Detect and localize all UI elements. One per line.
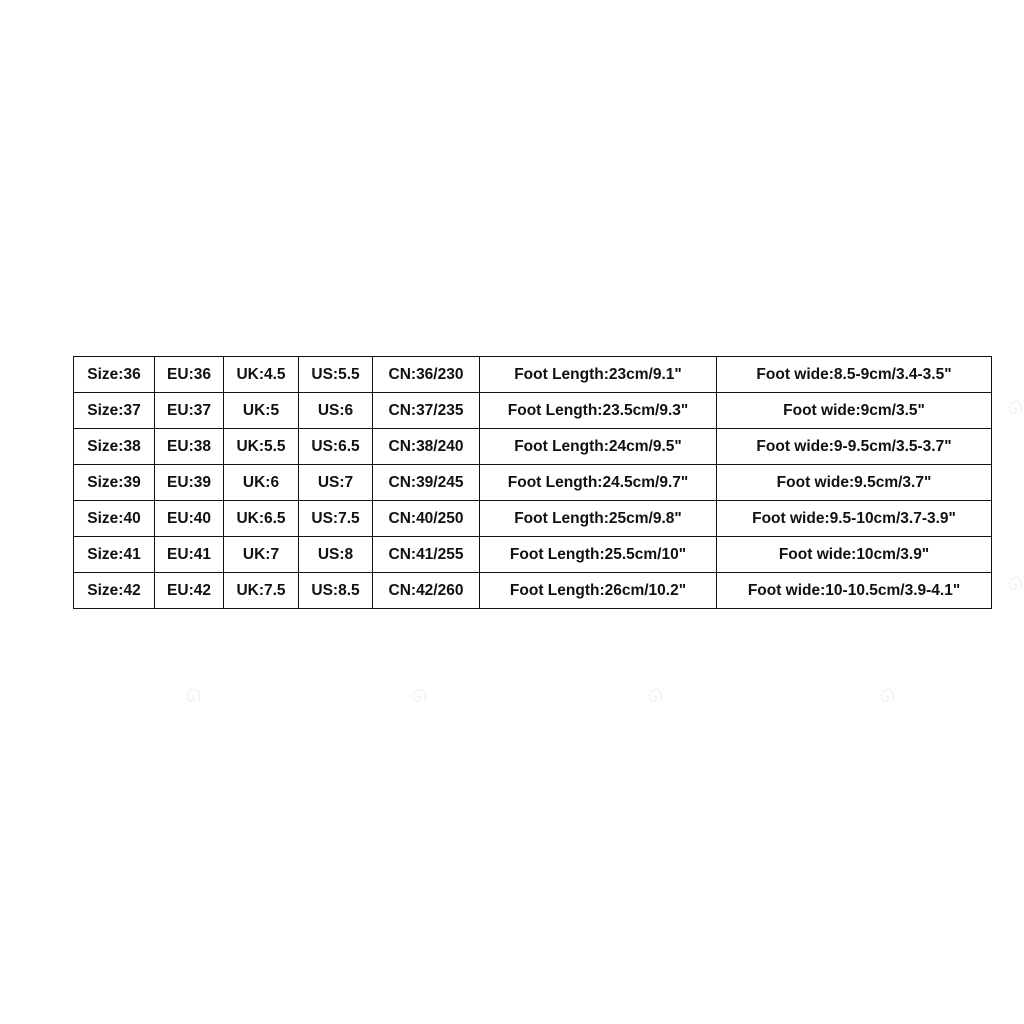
foot-length-cell: Foot Length:24.5cm/9.7"	[480, 465, 717, 501]
foot-length-cell: Foot Length:24cm/9.5"	[480, 429, 717, 465]
watermark-mark: ᘏ	[412, 686, 427, 707]
uk-size-cell: UK:5	[224, 393, 299, 429]
eu-size-cell: EU:38	[155, 429, 224, 465]
table-row	[74, 573, 992, 609]
foot-wide-cell: Foot wide:10cm/3.9"	[717, 537, 992, 573]
foot-length-cell: Foot Length:25cm/9.8"	[480, 501, 717, 537]
us-size-cell: US:8.5	[299, 573, 373, 609]
watermark-mark: ᘏ	[186, 686, 201, 707]
uk-size-cell: UK:6.5	[224, 501, 299, 537]
uk-size-cell: UK:5.5	[224, 429, 299, 465]
uk-size-cell: UK:7	[224, 537, 299, 573]
uk-size-cell: UK:4.5	[224, 357, 299, 393]
us-size-cell: US:8	[299, 537, 373, 573]
size-cell: Size:39	[74, 465, 155, 501]
eu-size-cell: EU:42	[155, 573, 224, 609]
foot-wide-cell: Foot wide:10-10.5cm/3.9-4.1"	[717, 573, 992, 609]
table-row	[74, 357, 992, 393]
table-row	[74, 537, 992, 573]
size-cell: Size:41	[74, 537, 155, 573]
us-size-cell: US:6.5	[299, 429, 373, 465]
cn-size-cell: CN:42/260	[373, 573, 480, 609]
foot-wide-cell: Foot wide:9.5-10cm/3.7-3.9"	[717, 501, 992, 537]
cn-size-cell: CN:37/235	[373, 393, 480, 429]
watermark-mark: ᘏ	[880, 686, 895, 707]
size-cell: Size:38	[74, 429, 155, 465]
table-row	[74, 393, 992, 429]
foot-length-cell: Foot Length:25.5cm/10"	[480, 537, 717, 573]
foot-wide-cell: Foot wide:9-9.5cm/3.5-3.7"	[717, 429, 992, 465]
size-cell: Size:42	[74, 573, 155, 609]
foot-wide-cell: Foot wide:9.5cm/3.7"	[717, 465, 992, 501]
size-cell: Size:40	[74, 501, 155, 537]
size-chart-table	[73, 356, 992, 609]
cn-size-cell: CN:41/255	[373, 537, 480, 573]
cn-size-cell: CN:40/250	[373, 501, 480, 537]
eu-size-cell: EU:39	[155, 465, 224, 501]
foot-wide-cell: Foot wide:9cm/3.5"	[717, 393, 992, 429]
us-size-cell: US:5.5	[299, 357, 373, 393]
foot-length-cell: Foot Length:23.5cm/9.3"	[480, 393, 717, 429]
table-row	[74, 465, 992, 501]
watermark-mark: ᘏ	[1008, 398, 1023, 419]
us-size-cell: US:6	[299, 393, 373, 429]
watermark-mark: ᘏ	[648, 686, 663, 707]
cn-size-cell: CN:38/240	[373, 429, 480, 465]
table-row	[74, 429, 992, 465]
cn-size-cell: CN:36/230	[373, 357, 480, 393]
foot-length-cell: Foot Length:26cm/10.2"	[480, 573, 717, 609]
eu-size-cell: EU:36	[155, 357, 224, 393]
us-size-cell: US:7.5	[299, 501, 373, 537]
table-row	[74, 501, 992, 537]
cn-size-cell: CN:39/245	[373, 465, 480, 501]
eu-size-cell: EU:37	[155, 393, 224, 429]
foot-length-cell: Foot Length:23cm/9.1"	[480, 357, 717, 393]
eu-size-cell: EU:41	[155, 537, 224, 573]
uk-size-cell: UK:6	[224, 465, 299, 501]
size-cell: Size:37	[74, 393, 155, 429]
uk-size-cell: UK:7.5	[224, 573, 299, 609]
size-cell: Size:36	[74, 357, 155, 393]
eu-size-cell: EU:40	[155, 501, 224, 537]
us-size-cell: US:7	[299, 465, 373, 501]
watermark-mark: ᘏ	[1008, 574, 1023, 595]
foot-wide-cell: Foot wide:8.5-9cm/3.4-3.5"	[717, 357, 992, 393]
